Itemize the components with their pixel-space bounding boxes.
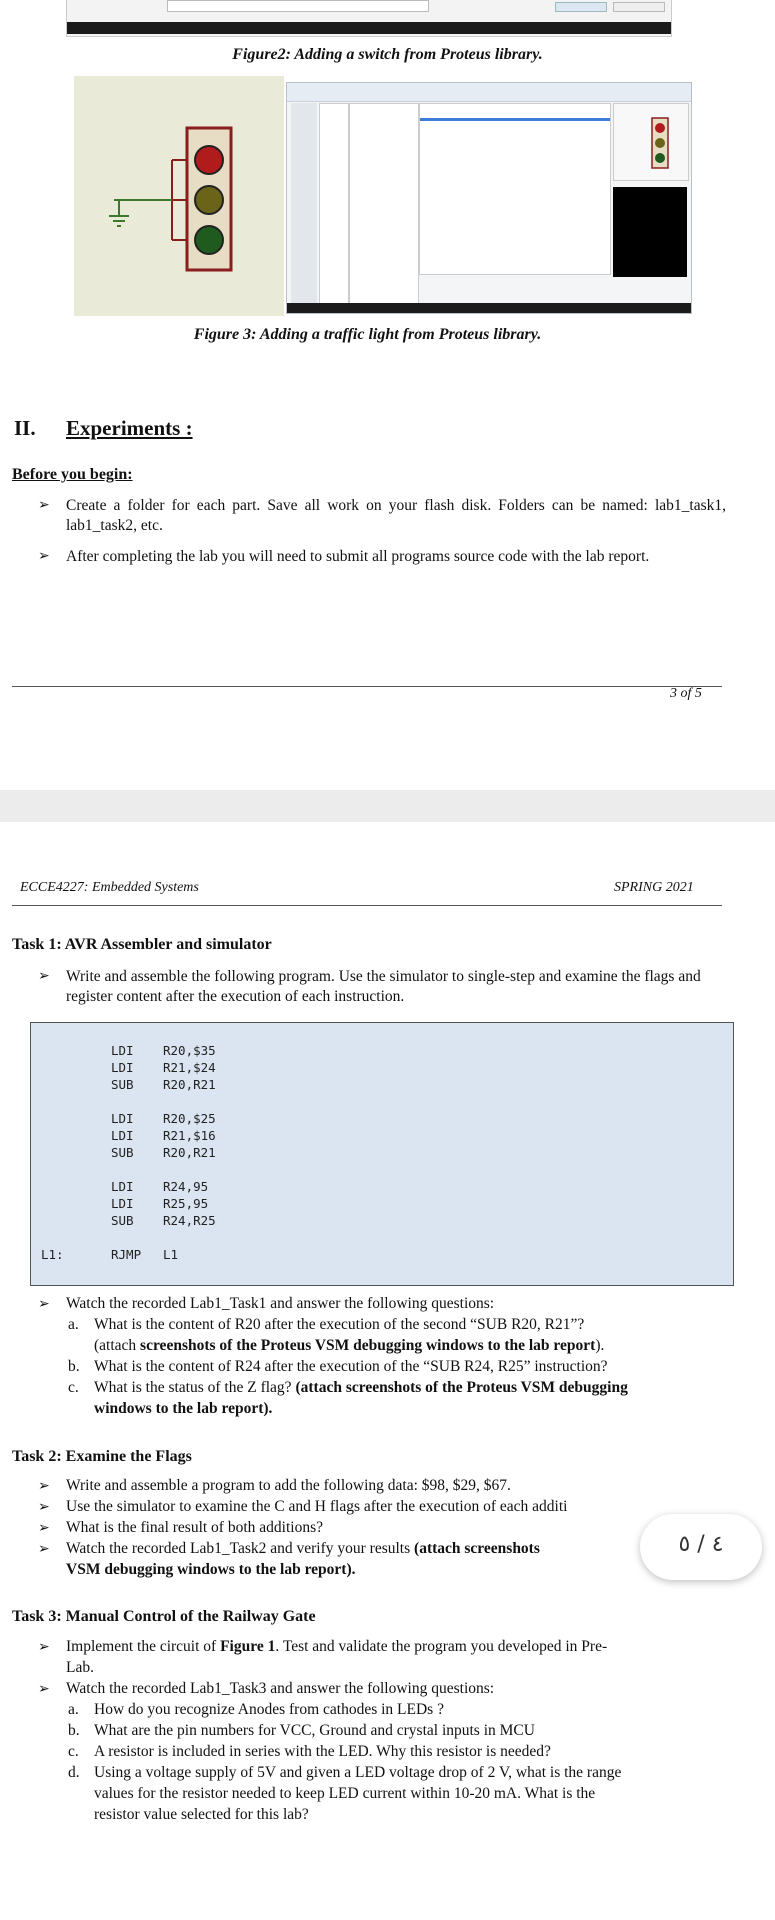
code-op: LDI bbox=[111, 1060, 134, 1075]
code-op: LDI bbox=[111, 1179, 134, 1194]
document-page-4 bbox=[0, 822, 775, 1920]
arrow-bullet-icon: ➢ bbox=[38, 1479, 50, 1494]
page-number: 3 of 5 bbox=[670, 686, 702, 701]
code-op: SUB bbox=[111, 1145, 134, 1160]
q-letter: b. bbox=[68, 1722, 80, 1739]
arrow-bullet-icon: ➢ bbox=[38, 498, 50, 513]
taskbar bbox=[287, 303, 691, 313]
task1-title: Task 1: AVR Assembler and simulator bbox=[12, 936, 272, 953]
code-op: LDI bbox=[111, 1043, 134, 1058]
arrow-bullet-icon: ➢ bbox=[38, 969, 50, 984]
task1-question-a: What is the content of R20 after the execution of the second “SUB R20, R21”? bbox=[94, 1316, 585, 1333]
page-counter-text: ٤ / ٥ bbox=[678, 1532, 724, 1557]
q-letter: c. bbox=[68, 1743, 79, 1760]
arrow-bullet-icon: ➢ bbox=[38, 1521, 50, 1536]
header-semester: SPRING 2021 bbox=[614, 880, 694, 895]
figure3-caption: Figure 3: Adding a traffic light from Proteus library. bbox=[193, 326, 542, 343]
header-rule bbox=[12, 905, 722, 906]
footer-rule bbox=[12, 686, 722, 687]
code-op: SUB bbox=[111, 1077, 134, 1092]
arrow-bullet-icon: ➢ bbox=[38, 1500, 50, 1515]
task3-question-line: Using a voltage supply of 5V and given a LED voltage drop of 2 V, what is the range bbox=[94, 1764, 622, 1781]
code-label: L1: bbox=[41, 1247, 64, 1262]
task1-question-c-note: windows to the lab report). bbox=[94, 1400, 273, 1417]
task2-watch-note: VSM debugging windows to the lab report). bbox=[66, 1561, 356, 1578]
task1-question-b: What is the content of R24 after the execution of the “SUB R24, R25” instruction? bbox=[94, 1358, 608, 1375]
page-counter-badge[interactable] bbox=[640, 1514, 762, 1580]
document-page-3 bbox=[0, 0, 775, 790]
q-letter: d. bbox=[68, 1764, 80, 1781]
task2-title: Task 2: Examine the Flags bbox=[12, 1448, 192, 1465]
task1-watch: Watch the recorded Lab1_Task1 and answer the following questions: bbox=[66, 1295, 495, 1312]
arrow-bullet-icon: ➢ bbox=[38, 549, 50, 564]
before-you-begin-heading: Before you begin: bbox=[12, 466, 133, 483]
code-args: R20,$25 bbox=[163, 1111, 216, 1126]
task3-implement: Implement the circuit of Figure 1. Test and validate the program you developed in Pre- bbox=[66, 1638, 608, 1655]
code-args: R25,95 bbox=[163, 1196, 209, 1211]
task3-question-line: resistor value selected for this lab? bbox=[94, 1806, 309, 1823]
code-op: LDI bbox=[111, 1196, 134, 1211]
section-number: II. bbox=[14, 416, 36, 440]
code-op: SUB bbox=[111, 1213, 134, 1228]
code-args: R21,$24 bbox=[163, 1060, 216, 1075]
code-args: R20,R21 bbox=[163, 1145, 216, 1160]
q-letter: c. bbox=[68, 1379, 79, 1396]
code-args: R20,$35 bbox=[163, 1043, 216, 1058]
q-letter: a. bbox=[68, 1316, 79, 1333]
task2-item-3: What is the final result of both additions? bbox=[66, 1519, 323, 1536]
figure2-image bbox=[66, 0, 672, 37]
code-args: R24,95 bbox=[163, 1179, 209, 1194]
task2-item-1: Write and assemble a program to add the following data: $98, $29, $67. bbox=[66, 1477, 511, 1494]
arrow-bullet-icon: ➢ bbox=[38, 1297, 50, 1312]
arrow-bullet-icon: ➢ bbox=[38, 1640, 50, 1655]
arrow-bullet-icon: ➢ bbox=[38, 1542, 50, 1557]
header-course: ECCE4227: Embedded Systems bbox=[20, 880, 199, 895]
code-block bbox=[30, 1022, 734, 1286]
task3-implement-cont: Lab. bbox=[66, 1659, 94, 1676]
task3-question-line: What are the pin numbers for VCC, Ground and crystal inputs in MCU bbox=[94, 1722, 535, 1739]
task3-question-line: How do you recognize Anodes from cathodes in LEDs ? bbox=[94, 1701, 444, 1718]
task1-intro: Write and assemble the following program. Use the simulator to single-step and examine the flags and register content after the execution of each instruction. bbox=[66, 968, 701, 1005]
figure2-caption: Figure2: Adding a switch from Proteus library. bbox=[232, 46, 543, 63]
task3-question-line: values for the resistor needed to keep LED current within 10-20 mA. What is the bbox=[94, 1785, 596, 1802]
code-args: R24,R25 bbox=[163, 1213, 216, 1228]
task1-question-a-note: (attach screenshots of the Proteus VSM debugging windows to the lab report). bbox=[94, 1337, 605, 1354]
code-args: R20,R21 bbox=[163, 1077, 216, 1092]
q-letter: b. bbox=[68, 1358, 80, 1375]
section-title: Experiments : bbox=[66, 416, 193, 440]
task3-question-line: A resistor is included in series with the LED. Why this resistor is needed? bbox=[94, 1743, 551, 1760]
before-item-1: Create a folder for each part. Save all work on your flash disk. Folders can be named: lab1_task1, lab1_task2, etc. bbox=[66, 497, 726, 534]
code-args: L1 bbox=[163, 1247, 179, 1262]
proteus-window bbox=[286, 82, 692, 314]
arrow-bullet-icon: ➢ bbox=[38, 1682, 50, 1697]
task2-watch: Watch the recorded Lab1_Task2 and verify your results (attach screenshots bbox=[66, 1540, 540, 1557]
before-item-2: After completing the lab you will need to submit all programs source code with the lab report. bbox=[66, 548, 650, 565]
q-letter: a. bbox=[68, 1701, 79, 1718]
code-op: RJMP bbox=[111, 1247, 142, 1262]
code-op: LDI bbox=[111, 1111, 134, 1126]
task2-item-2: Use the simulator to examine the C and H flags after the execution of each additi bbox=[66, 1498, 568, 1515]
task1-question-c: What is the status of the Z flag? (attach screenshots of the Proteus VSM debugging bbox=[94, 1379, 628, 1396]
figure3-image bbox=[74, 76, 690, 316]
code-op: LDI bbox=[111, 1128, 134, 1143]
traffic-light-icon bbox=[74, 76, 284, 316]
task3-watch: Watch the recorded Lab1_Task3 and answer the following questions: bbox=[66, 1680, 495, 1697]
traffic-light-component bbox=[74, 76, 284, 316]
task3-title: Task 3: Manual Control of the Railway Gate bbox=[12, 1608, 316, 1625]
taskbar bbox=[67, 22, 671, 34]
code-args: R21,$16 bbox=[163, 1128, 216, 1143]
